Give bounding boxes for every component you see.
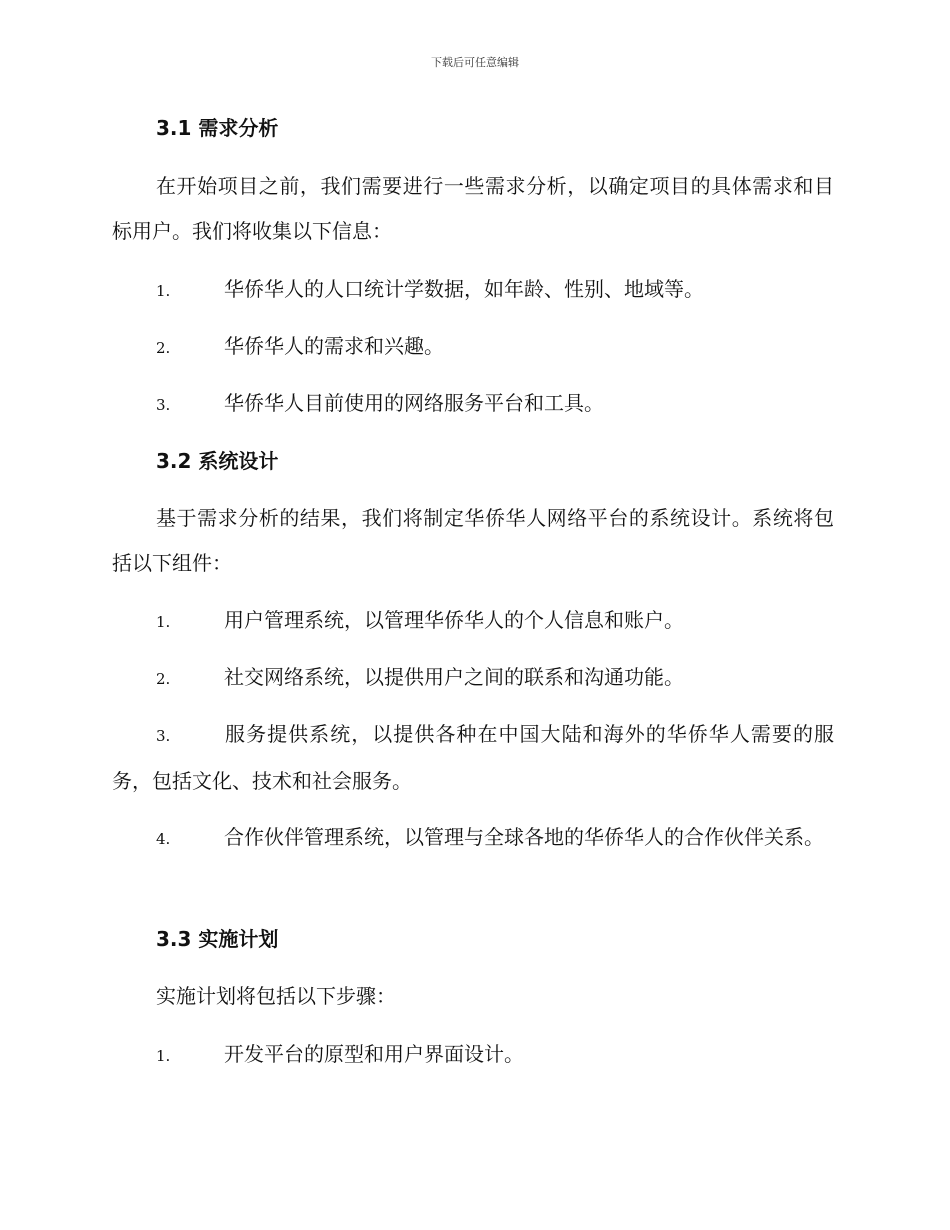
list-item-text: 社交网络系统，以提供用户之间的联系和沟通功能。 — [224, 665, 684, 689]
page-header: 下载后可任意编辑 — [431, 56, 519, 69]
list-item-number: 2. — [156, 339, 171, 357]
list-item-text: 服务提供系统，以提供各种在中国大陆和海外的华侨华人需要的服务，包括文化、技术和社会服务。 — [112, 722, 834, 793]
list-item — [112, 1032, 834, 1079]
list-item-number: 1. — [156, 1047, 171, 1065]
section-title-3-2: 3.2 系统设计 — [156, 449, 279, 473]
list-item-number: 1. — [156, 613, 171, 631]
list-item-text: 开发平台的原型和用户界面设计。 — [224, 1042, 524, 1066]
list-item — [112, 324, 834, 371]
list-item-number: 4. — [156, 830, 171, 848]
section-title-3-1: 3.1 需求分析 — [156, 116, 279, 140]
list-item-number: 1. — [156, 282, 171, 300]
list-item-text: 合作伙伴管理系统，以管理与全球各地的华侨华人的合作伙伴关系。 — [224, 825, 824, 849]
list-item-text: 华侨华人目前使用的网络服务平台和工具。 — [224, 391, 604, 415]
section-intro-3-2: 基于需求分析的结果，我们将制定华侨华人网络平台的系统设计。系统将包括以下组件： — [112, 506, 834, 575]
list-item — [112, 598, 834, 645]
section-intro-3-1: 在开始项目之前，我们需要进行一些需求分析，以确定项目的具体需求和目标用户。我们将收集以下信息： — [112, 174, 834, 243]
list-item-number: 3. — [156, 727, 171, 745]
list-item-text: 用户管理系统，以管理华侨华人的个人信息和账户。 — [224, 608, 684, 632]
list-item-text: 华侨华人的需求和兴趣。 — [224, 334, 444, 358]
section-intro-3-3: 实施计划将包括以下步骤： — [156, 984, 396, 1008]
list-item — [112, 381, 834, 428]
list-item — [112, 267, 834, 314]
list-item-text: 华侨华人的人口统计学数据，如年龄、性别、地域等。 — [224, 277, 704, 301]
section-title-3-3: 3.3 实施计划 — [156, 927, 279, 951]
list-item-number: 2. — [156, 670, 171, 688]
list-item — [112, 655, 834, 702]
list-item — [112, 815, 834, 862]
list-item — [112, 712, 834, 804]
list-item-number: 3. — [156, 396, 171, 414]
